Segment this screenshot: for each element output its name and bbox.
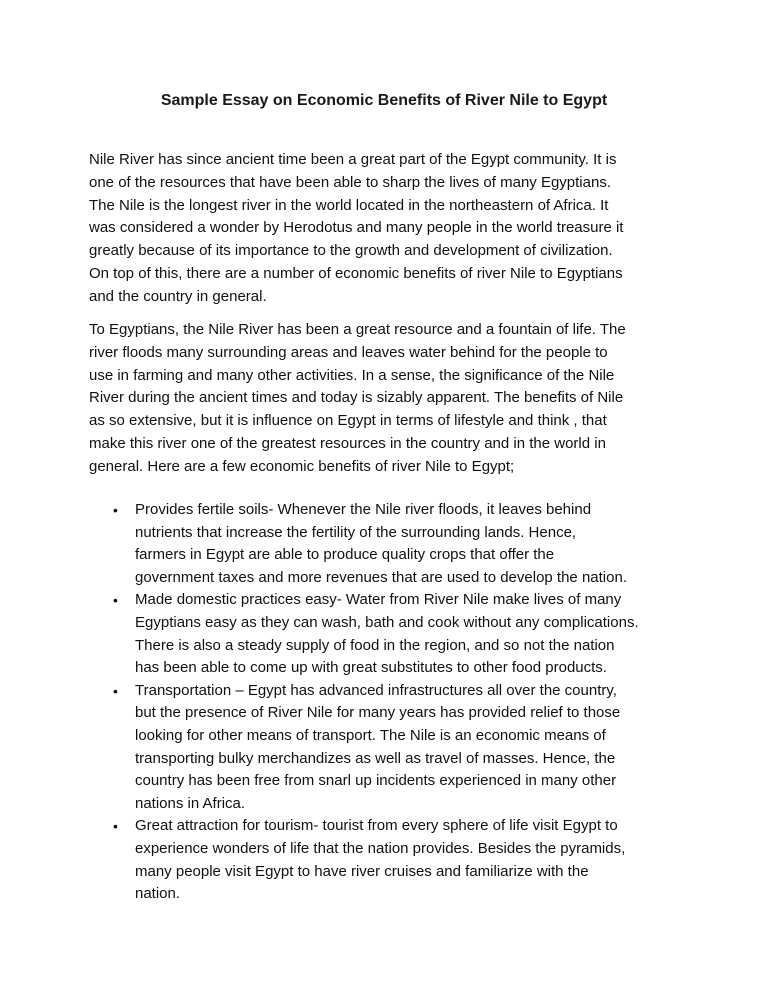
list-item [89,815,639,905]
text-line: Transportation – Egypt has advanced infrastructures all over the country, [135,681,617,699]
paragraph-intro [89,149,623,309]
text-line: Made domestic practices easy- Water from River Nile make lives of many [135,591,622,609]
bullet-icon: • [113,592,118,609]
text-line: country has been free from snarl up incidents experienced in many other [135,772,617,790]
text-line: nations in Africa. [135,794,246,812]
text-line: river floods many surrounding areas and leaves water behind for the people to [89,343,608,361]
list-item [89,680,639,816]
text-line: Nile River has since ancient time been a great part of the Egypt community. It is [89,151,617,168]
text-line: nation. [135,885,181,903]
bullet-icon: • [113,502,118,518]
text-line: The Nile is the longest river in the world located in the northeastern of Africa. It [89,196,609,214]
text-line: There is also a steady supply of food in the region, and so not the nation [135,636,615,654]
bullet-icon: • [113,682,118,699]
text-line: as so extensive, but it is influence on Egypt in terms of lifestyle and think , that [89,412,607,430]
benefits-list [89,499,639,906]
text-line: transporting bulky merchandizes as well as travel of masses. Hence, the [135,749,616,767]
text-line: looking for other means of transport. The Nile is an economic means of [135,726,606,744]
text-line: has been able to come up with great substitutes to other food products. [135,659,607,677]
text-line: greatly because of its importance to the growth and development of civilization. [89,242,613,260]
text-line: Egyptians easy as they can wash, bath and cook without any complications. [135,613,639,631]
text-line: experience wonders of life that the nation provides. Besides the pyramids, [135,839,626,857]
document-title: Sample Essay on Economic Benefits of River Nile to Egypt [160,92,608,109]
list-item [89,499,639,589]
text-line: and the country in general. [89,287,267,305]
text-line: To Egyptians, the Nile River has been a great resource and a fountain of life. The [89,321,626,338]
text-line: was considered a wonder by Herodotus and many people in the world treasure it [89,219,624,237]
bullet-icon: • [113,818,118,835]
text-line: general. Here are a few economic benefits of river Nile to Egypt; [89,457,515,475]
text-line: many people visit Egypt to have river cruises and familiarize with the [135,862,589,880]
text-line: River during the ancient times and today is sizably apparent. The benefits of Nile [89,389,624,407]
text-line: government taxes and more revenues that are used to develop the nation. [135,568,627,586]
text-line: nutrients that increase the fertility of the surrounding lands. Hence, [135,523,577,541]
text-line: farmers in Egypt are able to produce quality crops that offer the [135,546,555,564]
paragraph-significance [89,319,626,479]
list-item [89,589,639,679]
text-line: Provides fertile soils- Whenever the Nile river floods, it leaves behind [135,501,592,518]
text-line: On top of this, there are a number of economic benefits of river Nile to Egyptians [89,264,623,282]
text-line: Great attraction for tourism- tourist from every sphere of life visit Egypt to [135,817,618,835]
text-line: use in farming and many other activities. In a sense, the significance of the Nile [89,366,615,384]
text-line: but the presence of River Nile for many years has provided relief to those [135,704,621,722]
text-line: make this river one of the greatest resources in the country and in the world in [89,434,606,452]
text-line: one of the resources that have been able to sharp the lives of many Egyptians. [89,173,611,191]
